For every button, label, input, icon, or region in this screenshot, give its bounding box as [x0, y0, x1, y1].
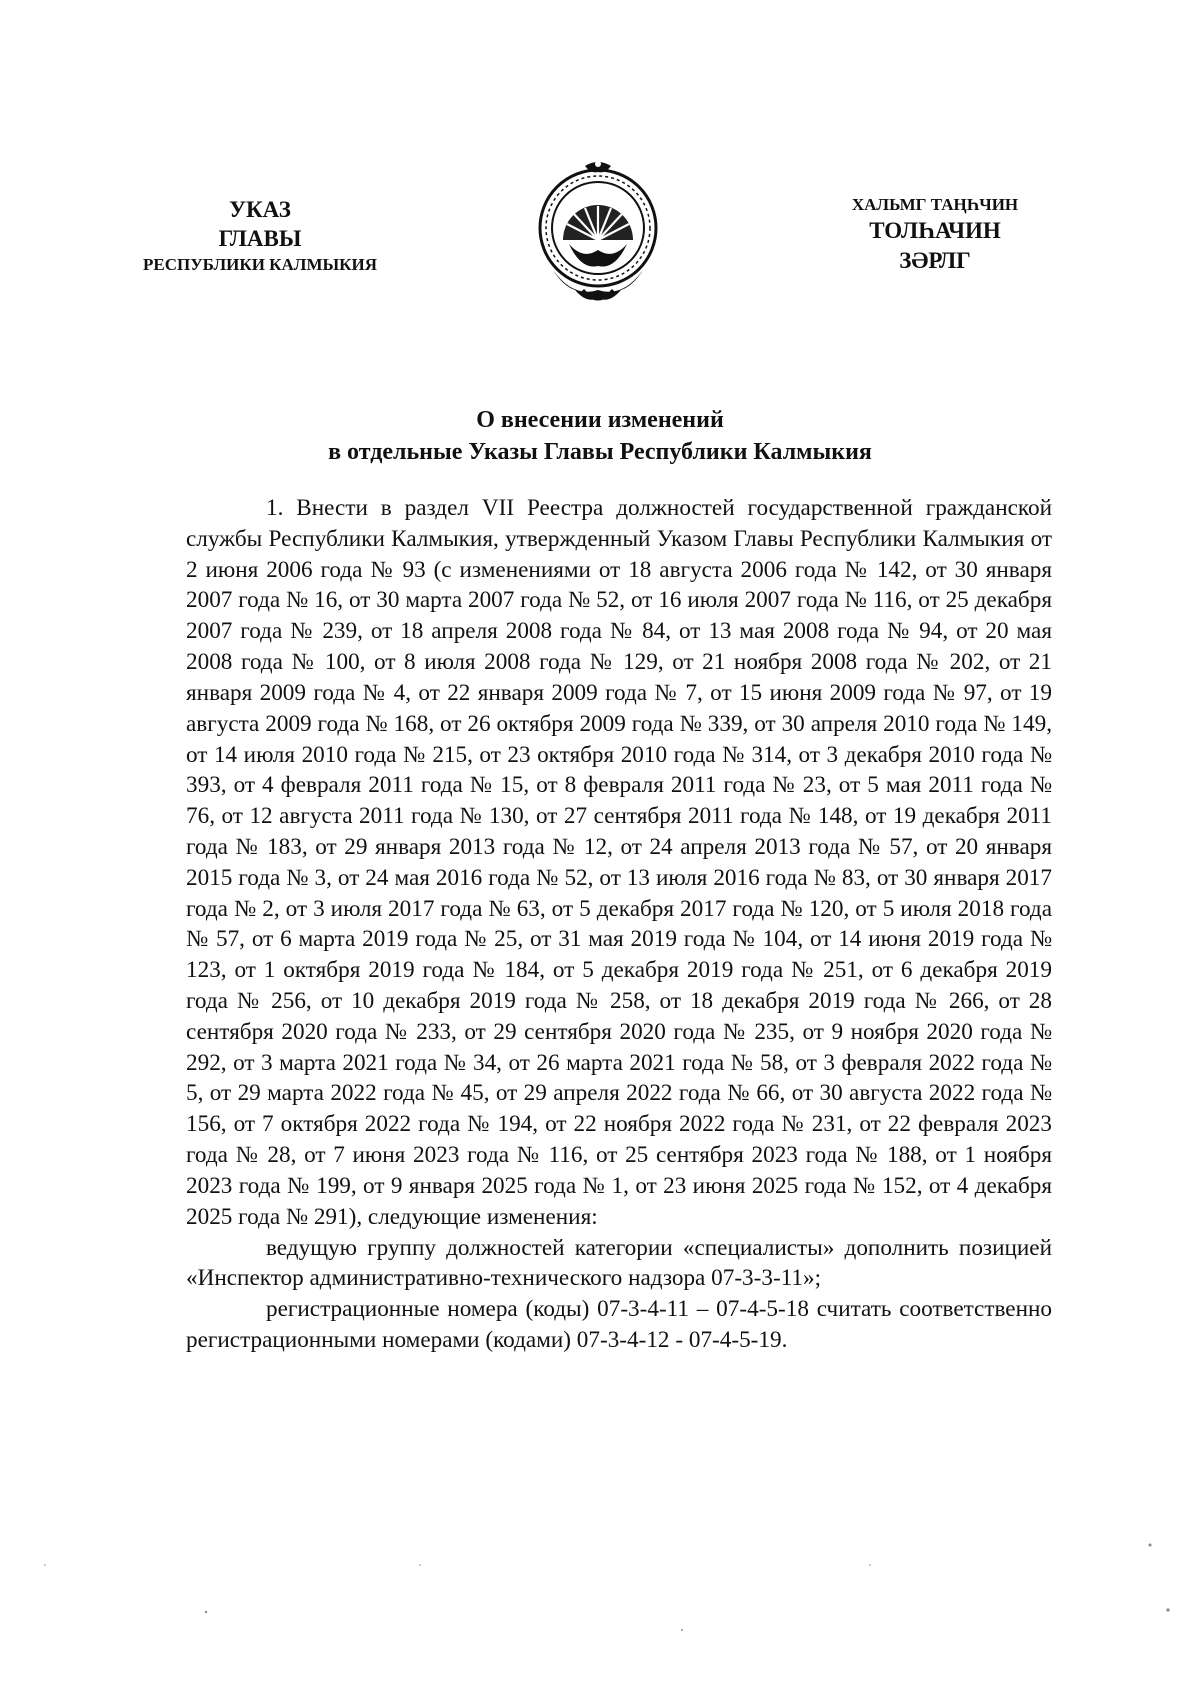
- header-left-line-3: РЕСПУБЛИКИ КАЛМЫКИЯ: [142, 254, 378, 274]
- republic-of-kalmykia-coat-of-arms-icon: [533, 158, 663, 310]
- paragraph-2: ведущую группу должностей категории «специалисты» дополнить позицией «Инспектор административно-технического надзора 07-3-3-11»;: [186, 1234, 1052, 1292]
- header-right-line-1: ХАЛЬМГ ТАҢҺЧИН: [851, 195, 1019, 214]
- header-left-line-2: ГЛАВЫ: [218, 225, 302, 251]
- header-right-kalmyk: [820, 194, 1050, 276]
- paragraph-3: регистрационные номера (коды) 07-3-4-11 – 07-4-5-18 считать соответственно регистрационными номерами (кодами) 07-3-4-12 - 07-4-5-19.: [186, 1296, 1052, 1353]
- decree-title-line-1: О внесении изменений: [476, 407, 724, 433]
- decree-title-line-2: в отдельные Указы Главы Республики Калмыкия: [328, 438, 872, 465]
- header-left-line-1: УКАЗ: [229, 197, 291, 222]
- decree-body: [186, 493, 1052, 1356]
- header-left-russian: [110, 196, 410, 275]
- header-right-line-3: ЗӘРЛГ: [899, 247, 971, 273]
- decree-title: [150, 405, 1050, 468]
- paragraph-1: 1. Внести в раздел VII Реестра должностей государственной гражданской службы Республики Калмыкия, утвержденный Указом Главы Республики Калмыкия от 2 июня 2006 года № 93 (с изменениями от 18 августа 2006 года № 142, от 30 января 2007 года № 16, от 30 марта 2007 года № 52, от 16 июля 2007 года № 116, от 25 декабря 2007 года № 239, от 18 апреля 2008 года № 84, от 13 мая 2008 года № 94, от 20 мая 2008 года № 100, от 8 июля 2008 года № 129, от 21 ноября 2008 года № 202, от 21 января 2009 года № 4, от 22 января 2009 года № 7, от 15 июня 2009 года № 97, от 19 августа 2009 года № 168, от 26 октября 2009 года № 339, от 30 апреля 2010 года № 149, от 14 июля 2010 года № 215, от 23 октября 2010 года № 314, от 3 декабря 2010 года № 393, от 4 февраля 2011 года № 15, от 8 февраля 2011 года № 23, от 5 мая 2011 года № 76, от 12 августа 2011 года № 130, от 27 сентября 2011 года № 148, от 19 декабря 2011 года № 183, от 29 января 2013 года № 12, от 24 апреля 2013 года № 57, от 20 января 2015 года № 3, от 24 мая 2016 года № 52, от 13 июля 2016 года № 83, от 30 января 2017 года № 2, от 3 июля 2017 года № 63, от 5 декабря 2017 года № 120, от 5 июля 2018 года № 57, от 6 марта 2019 года № 25, от 31 мая 2019 года № 104, от 14 июня 2019 года № 123, от 1 октября 2019 года № 184, от 5 декабря 2019 года № 251, от 6 декабря 2019 года № 256, от 10 декабря 2019 года № 258, от 18 декабря 2019 года № 266, от 28 сентября 2020 года № 233, от 29 сентября 2020 года № 235, от 9 ноября 2020 года № 292, от 3 марта 2021 года № 34, от 26 марта 2021 года № 58, от 3 февраля 2022 года № 5, от 29 марта 2022 года № 45, от 29 апреля 2022 года № 66, от 30 августа 2022 года № 156, от 7 октября 2022 года № 194, от 22 ноября 2022 года № 231, от 22 февраля 2023 года № 28, от 7 июня 2023 года № 116, от 25 сентября 2023 года № 188, от 1 ноября 2023 года № 199, от 9 января 2025 года № 1, от 23 июня 2025 года № 152, от 4 декабря 2025 года № 291), следующие изменения:: [186, 495, 1052, 1230]
- header-right-line-2: ТОЛҺАЧИН: [869, 218, 1001, 244]
